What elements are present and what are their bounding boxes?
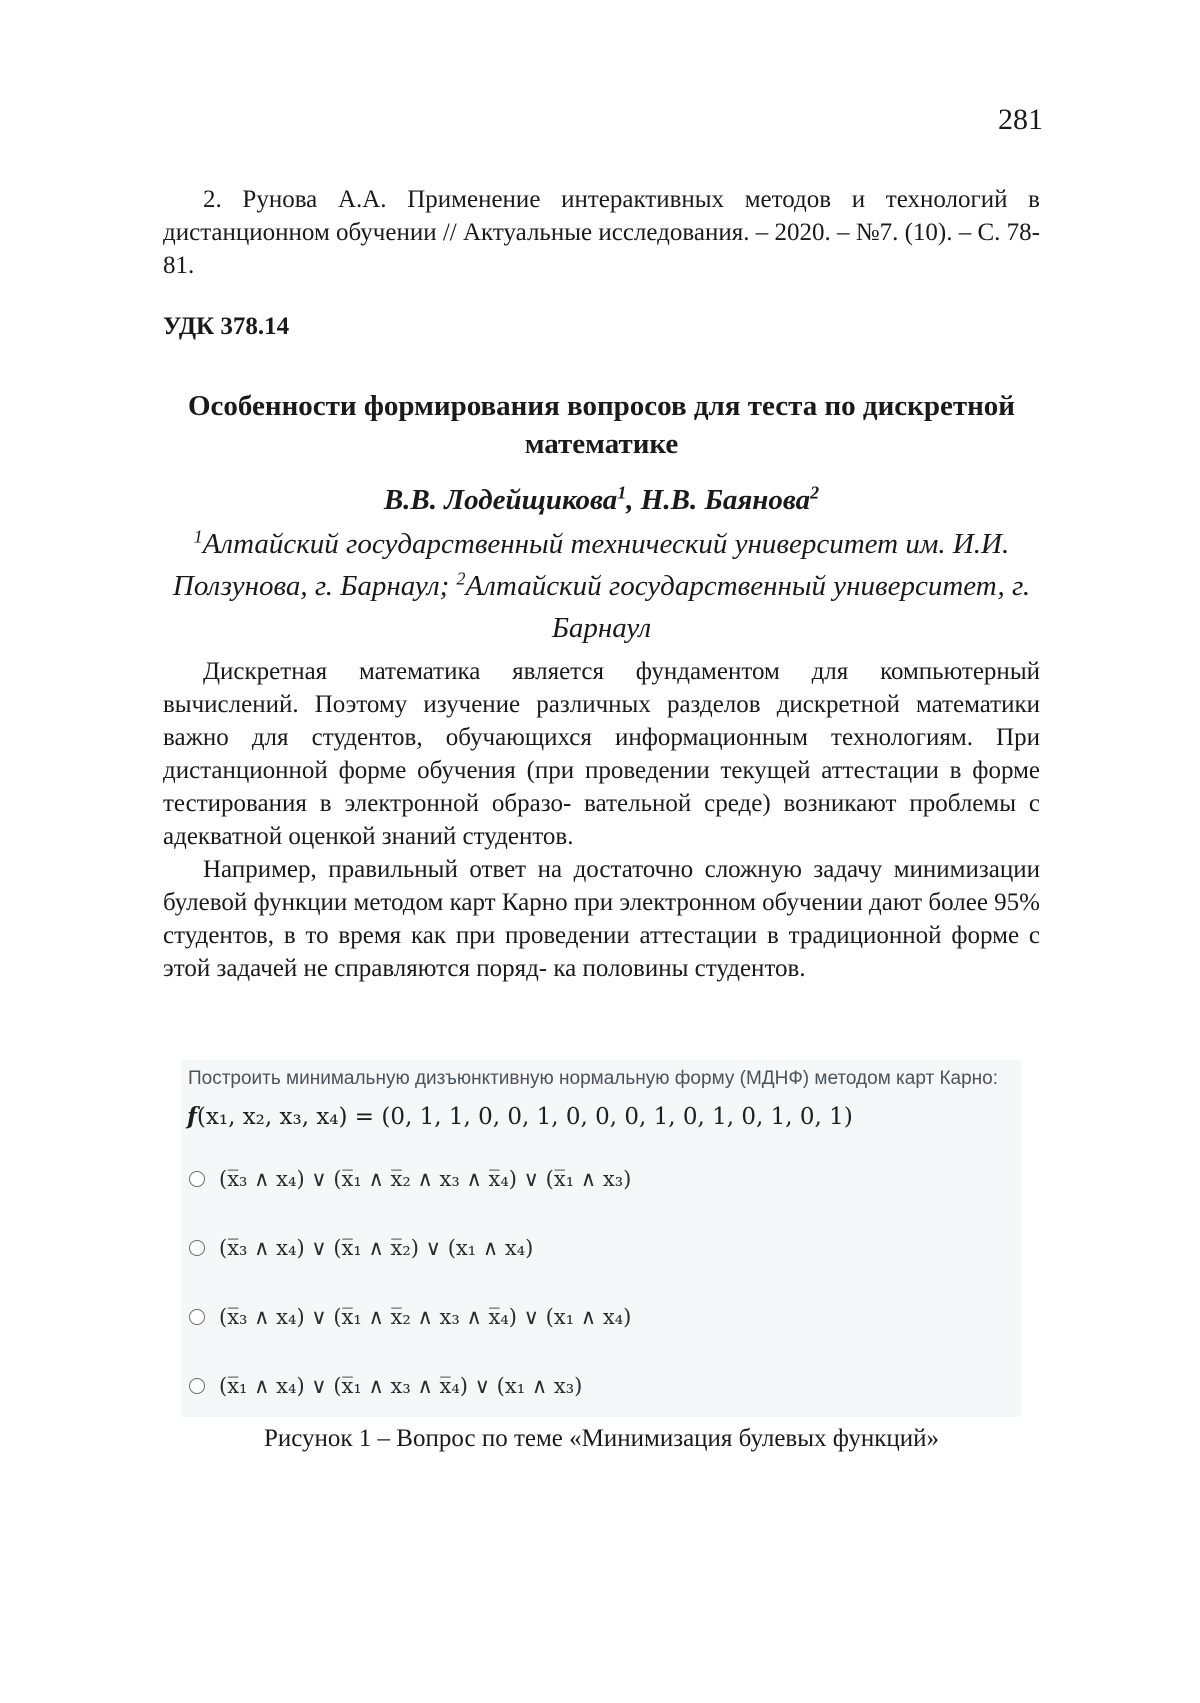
reference-item: 2. Рунова А.А. Применение интерактивных методов и технологий в дистанционном обучении // Актуальные исследования. – 2020. – №7. (10). – С. 78-81. <box>163 186 1040 279</box>
answer-option-4[interactable] <box>189 1371 582 1401</box>
function-value: = (0, 1, 1, 0, 0, 1, 0, 0, 0, 1, 0, 1, 0, 1, 0, 1) <box>347 1104 853 1130</box>
answer-option-label: (x̅₃ ∧ x₄) ∨ (x̅₁ ∧ x̅₂ ∧ x₃ ∧ x̅₄) ∨ (x₁ ∧ x₄) <box>219 1305 632 1329</box>
affiliation-1-mark: 1 <box>193 526 203 547</box>
radio-button[interactable] <box>189 1171 205 1187</box>
author-1: В.В. Лодейщикова <box>383 484 618 516</box>
answer-option-2[interactable] <box>189 1233 533 1263</box>
paragraph: Например, правильный ответ на достаточно сложную задачу минимизации булевой функции методом карт Карно при электронном обучении дают более 95% студентов, в то время как при проведении аттестации в традиционной форме с этой задачей не справляются поряд- ка половины студентов. <box>163 856 1040 982</box>
author-separator: , <box>626 484 641 516</box>
function-args: (x₁, x₂, x₃, x₄) <box>196 1104 348 1130</box>
answer-option-label: (x̅₃ ∧ x₄) ∨ (x̅₁ ∧ x̅₂) ∨ (x₁ ∧ x₄) <box>219 1236 534 1260</box>
paragraph: Дискретная математика является фундаментом для компьютерный вычислений. Поэтому изучение различных разделов дискретной математики важно для студентов, обучающихся информационным технологиям. При дистанционной форме обучения (при проведении текущей аттестации в форме тестирования в электронной образо- вательной среде) возникают проблемы с адекватной оценкой знаний студентов. <box>163 658 1040 850</box>
function-name: f <box>187 1103 197 1130</box>
affiliation-2-mark: 2 <box>456 568 466 589</box>
author-2-affil-mark: 2 <box>810 482 820 503</box>
radio-button[interactable] <box>189 1309 205 1325</box>
answer-option-3[interactable] <box>189 1302 631 1332</box>
author-2: Н.В. Баянова <box>640 484 811 516</box>
authors <box>163 482 1040 518</box>
reference-list <box>163 183 1040 282</box>
radio-button[interactable] <box>189 1240 205 1256</box>
question-text: Построить минимальную дизъюнктивную нормальную форму (МДНФ) методом карт Карно: <box>188 1068 999 1089</box>
affiliation-1: Алтайский государственный технический университет им. И.И. Ползунова, г. Барнаул; <box>172 528 1010 602</box>
answer-option-1[interactable] <box>189 1164 631 1194</box>
body-text <box>163 655 1040 985</box>
affiliations <box>163 523 1040 649</box>
answer-option-label: (x̅₁ ∧ x₄) ∨ (x̅₁ ∧ x₃ ∧ x̅₄) ∨ (x₁ ∧ x₃) <box>219 1374 583 1398</box>
test-question-figure <box>181 1060 1021 1417</box>
affiliation-2: Алтайский государственный университет, г. Барнаул <box>465 570 1031 644</box>
author-1-affil-mark: 1 <box>617 482 627 503</box>
figure-caption: Рисунок 1 – Вопрос по теме «Минимизация булевых функций» <box>263 1425 940 1452</box>
udk-code: УДК 378.14 <box>163 313 290 340</box>
radio-button[interactable] <box>189 1378 205 1394</box>
page-number: 281 <box>998 103 1043 136</box>
answer-option-label: (x̅₃ ∧ x₄) ∨ (x̅₁ ∧ x̅₂ ∧ x₃ ∧ x̅₄) ∨ (x̅₁ ∧ x₃) <box>219 1167 632 1191</box>
question-function <box>187 1103 853 1130</box>
article-title: Особенности формирования вопросов для теста по дискретной математике <box>187 390 1016 460</box>
